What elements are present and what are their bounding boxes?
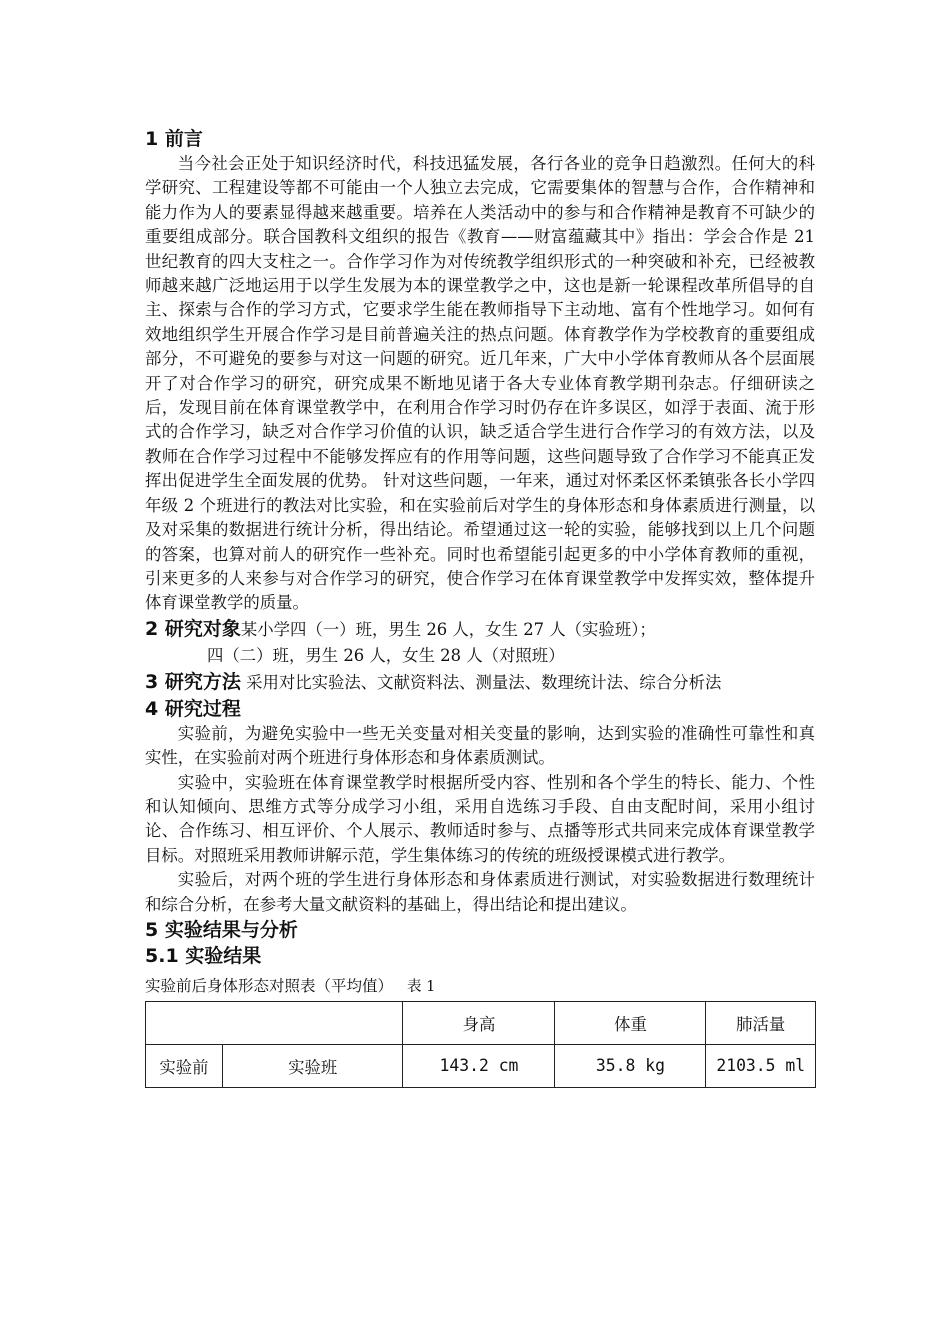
process-paragraph-after: 实验后，对两个班的学生进行身体形态和身体素质进行测试，对实验数据进行数理统计和综合分析，在参考大量文献资料的基础上，得出结论和提出建议。 <box>145 870 815 914</box>
subjects-experimental-class: 某小学四（一）班，男生 26 人，女生 27 人（实验班）； <box>240 619 656 639</box>
section-heading-5: 5 实验结果与分析 <box>145 918 298 941</box>
document-page <box>145 126 815 1088</box>
section-heading-5-1: 5.1 实验结果 <box>145 944 262 967</box>
process-paragraph-before: 实验前，为避免实验中一些无关变量对相关变量的影响，达到实验的准确性可靠性和真实性，在实验前对两个班进行身体形态和身体素质测试。 <box>145 723 815 768</box>
table-header-capacity: 肺活量 <box>706 1001 816 1044</box>
table-cell-phase: 实验前 <box>146 1044 223 1087</box>
table-header-row <box>146 1001 816 1044</box>
table-cell-capacity: 2103.5 ml <box>706 1044 816 1087</box>
section-2-line <box>145 616 815 643</box>
table-cell-weight: 35.8 kg <box>555 1044 706 1087</box>
table-header-weight: 体重 <box>555 1001 706 1044</box>
section-heading-3: 3 研究方法 <box>145 670 241 693</box>
section-3-line <box>145 669 815 696</box>
body-shape-table <box>145 1001 816 1088</box>
table-row <box>146 1044 816 1087</box>
table-cell-group: 实验班 <box>223 1044 403 1087</box>
table-cell-height: 143.2 cm <box>403 1044 555 1087</box>
section-heading-2: 2 研究对象 <box>145 617 241 640</box>
table-caption-title: 实验前后身体形态对照表（平均值） <box>145 976 394 995</box>
table-header-height: 身高 <box>403 1001 555 1044</box>
table-header-blank <box>146 1001 403 1044</box>
table-number: 表 1 <box>407 978 436 995</box>
research-methods-text: 采用对比实验法、文献资料法、测量法、数理统计法、综合分析法 <box>246 672 722 692</box>
section-heading-4: 4 研究过程 <box>145 697 241 720</box>
intro-paragraph: 当今社会正处于知识经济时代，科技迅猛发展，各行各业的竞争日趋激烈。任何大的科学研究、工程建设等都不可能由一个人独立去完成，它需要集体的智慧与合作，合作精神和能力作为人的要素显得越来越重要。培养在人类活动中的参与和合作精神是教育不可缺少的重要组成部分。联合国教科文组织的报告《教育——财富蕴藏其中》指出：学会合作是 21 世纪教育的四大支柱之一。合作学习作为对传统教学组织形式的一种突破和补充，已经被教师越来越广泛地运用于以学生发展为本的课堂教学之中，这也是新一轮课程改革所倡导的自主、探索与合作的学习方式，它要求学生能在教师指导下主动地、富有个性地学习。如何有效地组织学生开展合作学习是目前普遍关注的热点问题。体育教学作为学校教育的重要组成部分，不可避免的要参与对这一问题的研究。近几年来，广大中小学体育教师从各个层面展开了对合作学习的研究，研究成果不断地见诸于各大专业体育教学期刊杂志。仔细研读之后，发现目前在体育课堂教学中，在利用合作学习时仍存在许多误区，如浮于表面、流于形式的合作学习，缺乏对合作学习价值的认识，缺乏适合学生进行合作学习的有效方法，以及教师在合作学习过程中不能够发挥应有的作用等问题，这些问题导致了合作学习不能真正发挥出促进学生全面发展的优势。 针对这些问题，一年来，通过对怀柔区怀柔镇张各长小学四年级 2 个班进行的教法对比实验，和在实验前后对学生的身体形态和身体素质进行测量，以及对采集的数据进行统计分析，得出结论。希望通过这一轮的实验，能够找到以上几个问题的答案，也算对前人的研究作一些补充。同时也希望能引起更多的中小学体育教师的重视，引来更多的人来参与对合作学习的研究，使合作学习在体育课堂教学中发挥实效，整体提升体育课堂教学的质量。 <box>145 154 815 613</box>
process-paragraph-during: 实验中，实验班在体育课堂教学时根据所受内容、性别和各个学生的特长、能力、个性和认知倾向、思维方式等分成学习小组，采用自选练习手段、自由支配时间，采用小组讨论、合作练习、相互评价、个人展示、教师适时参与、点播等形式共同来完成体育课堂教学目标。对照班采用教师讲解示范，学生集体练习的传统的班级授课模式进行教学。 <box>145 772 815 865</box>
table-caption <box>145 973 815 1000</box>
section-heading-1: 1 前言 <box>145 128 203 150</box>
subjects-control-class: 四（二）班，男生 26 人，女生 28 人（对照班） <box>207 645 565 665</box>
